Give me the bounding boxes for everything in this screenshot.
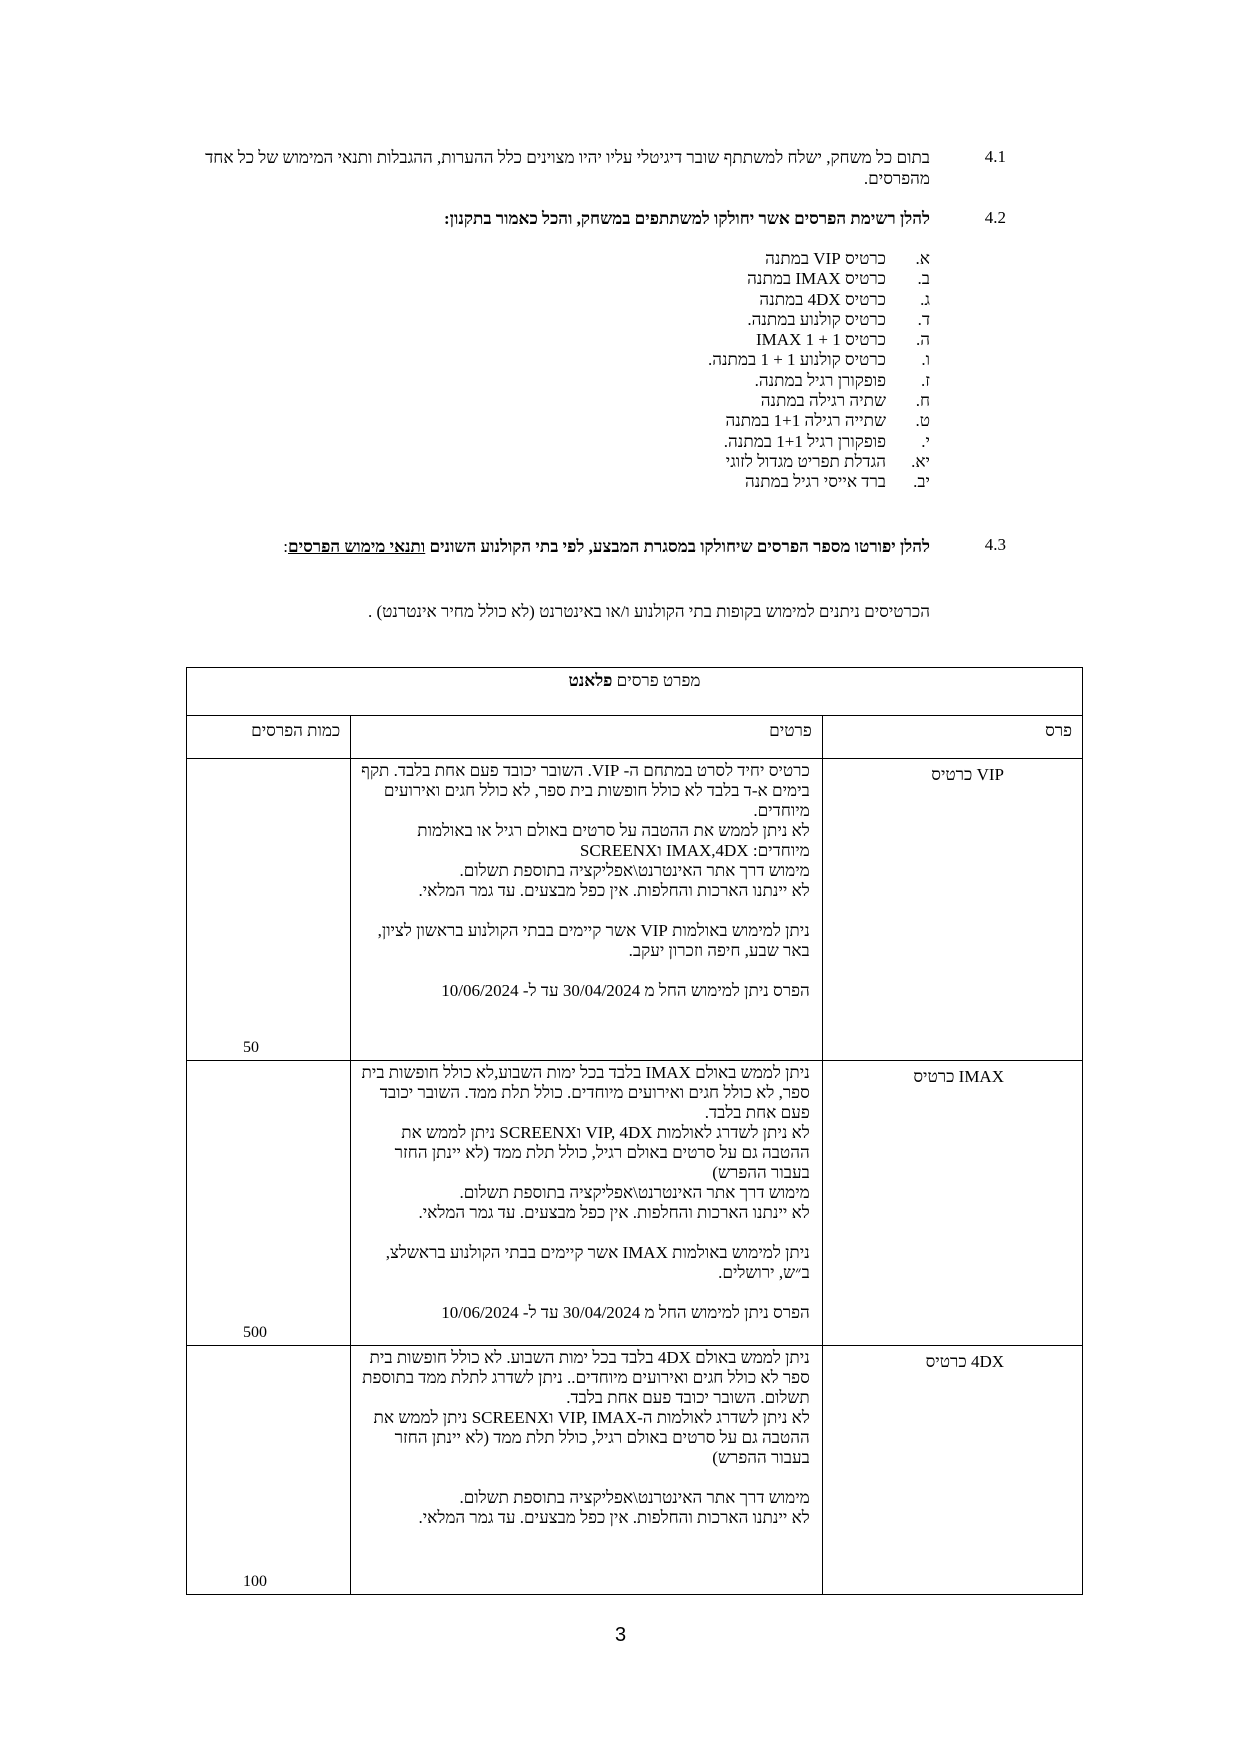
- prize-list-item: [560, 472, 930, 492]
- prize-list-label: ט.: [915, 411, 930, 431]
- prize-list: [560, 249, 930, 493]
- prize-name: 4DX כרטיס: [822, 1346, 1082, 1595]
- prize-list-item: [560, 371, 930, 391]
- details-paragraph: כרטיס יחיד לסרט במתחם ה- VIP. השובר יכובד פעם אחת בלבד. תקף בימים א-ד בלבד לא כולל חופשות בית ספר, לא כולל חגים ואירועים מיוחדים.: [361, 761, 810, 820]
- prize-qty-cell: [187, 1346, 351, 1595]
- prize-qty: 100: [243, 1573, 267, 1590]
- details-paragraph: לא ניתן לממש את ההטבה על סרטים באולם רגיל או באולמות מיוחדים: IMAX,4DX וSCREENX: [417, 821, 810, 860]
- prize-qty-cell: [187, 759, 351, 1061]
- prize-list-label: ז.: [921, 370, 930, 390]
- prize-list-text: פופקורן רגיל 1+1 במתנה.: [723, 431, 886, 451]
- prize-list-item: [560, 310, 930, 330]
- prize-list-text: פופקורן רגיל במתנה.: [754, 370, 886, 390]
- prize-list-text: כרטיס IMAX במתנה: [747, 269, 886, 289]
- section-4-2-heading: להלן רשימת הפרסים אשר יחולקו למשתתפים במשחק, והכל כאמור בתקנון:: [444, 209, 930, 228]
- table-header-row: [187, 716, 1083, 759]
- header-qty: כמות הפרסים: [187, 716, 351, 759]
- table-title-row: [187, 668, 1083, 716]
- table-row: [187, 1346, 1083, 1595]
- prize-list-item: [560, 290, 930, 310]
- prize-list-text: כרטיס VIP במתנה: [765, 249, 886, 268]
- prize-list-item: [560, 330, 930, 350]
- prize-qty-cell: [187, 1061, 351, 1346]
- details-paragraph: לא יינתנו הארכות והחלפות. אין כפל מבצעים. עד גמר המלאי.: [418, 881, 810, 900]
- prize-list-item: [560, 269, 930, 289]
- details-paragraph: ניתן למימוש באולמות IMAX אשר קיימים בבתי הקולנוע בראשלצ, ב״ש, ירושלים.: [385, 1243, 810, 1282]
- prize-list-text: כרטיס קולנוע במתנה.: [747, 309, 886, 329]
- prize-table: [186, 667, 1083, 1595]
- prize-list-label: ב.: [917, 269, 930, 289]
- prize-list-item: [560, 452, 930, 472]
- table-row: [187, 759, 1083, 1061]
- prize-list-label: א.: [915, 249, 930, 268]
- prize-name: IMAX כרטיס: [822, 1061, 1082, 1346]
- details-spacer: [359, 1468, 810, 1488]
- prize-list-item: [560, 249, 930, 269]
- prize-details: [351, 1061, 823, 1346]
- section-4-3-heading-underlined: ותנאי מימוש הפרסים: [288, 537, 426, 556]
- details-paragraph: הפרס ניתן למימוש החל מ 30/04/2024 עד ל- 10/06/2024: [441, 1303, 810, 1322]
- prize-list-text: הגדלת תפריט מגדול לזוגי: [725, 451, 886, 471]
- prize-list-text: כרטיס 1 + 1 IMAX: [756, 330, 886, 350]
- section-4-3-heading-colon: :: [283, 537, 288, 556]
- table-title: [187, 668, 1083, 716]
- prize-list-text: ברד אייסי רגיל במתנה: [744, 472, 886, 492]
- prize-qty: 50: [243, 1039, 259, 1056]
- prize-list-item: [560, 391, 930, 411]
- details-paragraph: ניתן לממש באולם 4DX בלבד בכל ימות השבוע. לא כולל חופשות בית ספר לא כולל חגים ואירועים מיוחדים.. ניתן לשדרג לתלת ממד בתוספת תשלום. השובר יכובד פעם אחת בלבד.: [362, 1348, 810, 1407]
- header-prize: פרס: [822, 716, 1082, 759]
- prize-list-label: יב.: [913, 472, 930, 492]
- prize-list-label: ח.: [915, 391, 930, 411]
- section-number-4-2: 4.2: [984, 208, 1006, 227]
- prize-list-label: יא.: [911, 451, 930, 471]
- table-row: [187, 1061, 1083, 1346]
- header-details: פרטים: [351, 716, 823, 759]
- prize-list-text: כרטיס 4DX במתנה: [759, 289, 886, 309]
- prize-qty: 500: [243, 1324, 267, 1341]
- prize-list-label: ד.: [917, 309, 930, 329]
- prize-list-item: [560, 411, 930, 431]
- details-paragraph: הפרס ניתן למימוש החל מ 30/04/2024 עד ל- 10/06/2024: [441, 981, 810, 1000]
- details-spacer: [359, 1283, 810, 1303]
- details-spacer: [359, 961, 810, 981]
- table-title-prefix: מפרט פרסים: [612, 671, 701, 690]
- details-paragraph: מימוש דרך אתר האינטרנט\אפליקציה בתוספת תשלום.: [459, 1488, 810, 1507]
- prize-list-label: ג.: [920, 289, 930, 309]
- prize-name: VIP כרטיס: [822, 759, 1082, 1061]
- details-paragraph: מימוש דרך אתר האינטרנט\אפליקציה בתוספת תשלום.: [459, 1183, 810, 1202]
- details-spacer: [359, 1223, 810, 1243]
- details-paragraph: ניתן לממש באולם IMAX בלבד בכל ימות השבוע,לא כולל חופשות בית ספר, לא כולל חגים ואירועים מיוחדים. כולל תלת ממד. השובר יכובד פעם אחת בלבד.: [361, 1063, 810, 1122]
- prize-details: [351, 759, 823, 1061]
- prize-list-label: ו.: [921, 350, 930, 370]
- prize-list-text: שתייה רגילה 1+1 במתנה: [725, 411, 886, 431]
- details-spacer: [359, 901, 810, 921]
- prize-list-item: [560, 432, 930, 452]
- prize-list-label: י.: [921, 431, 930, 451]
- prize-details: [351, 1346, 823, 1595]
- section-number-4-1: 4.1: [984, 147, 1006, 166]
- prize-list-text: כרטיס קולנוע 1 + 1 במתנה.: [707, 350, 886, 370]
- table-title-brand: פלאנט: [568, 671, 613, 690]
- redemption-note: הכרטיסים ניתנים למימוש בקופות בתי הקולנוע ו/או באינטרנט (לא כולל מחיר אינטרנט) .: [367, 602, 930, 621]
- prize-list-item: [560, 350, 930, 370]
- prize-list-label: ה.: [915, 330, 930, 350]
- section-number-4-3: 4.3: [984, 535, 1006, 554]
- details-paragraph: לא יינתנו הארכות והחלפות. אין כפל מבצעים. עד גמר המלאי.: [418, 1203, 810, 1222]
- page-number: 3: [614, 1624, 627, 1646]
- details-paragraph: לא ניתן לשדרג לאולמות ה-VIP, IMAX וSCREENX ניתן לממש את ההטבה גם על סרטים באולם רגיל, כולל תלת ממד (לא יינתן החזר בעבור ההפרש): [373, 1408, 810, 1467]
- section-4-1-text: בתום כל משחק, ישלח למשתתף שובר דיגיטלי עליו יהיו מצוינים כלל ההערות, ההגבלות ותנאי המימוש של כל אחד מהפרסים.: [205, 148, 930, 188]
- section-4-3-heading-main: להלן יפורטו מספר הפרסים שיחולקו במסגרת המבצע, לפי בתי הקולנוע השונים: [425, 537, 930, 556]
- prize-list-text: שתיה רגילה במתנה: [760, 391, 886, 411]
- section-4-3-heading: [186, 535, 930, 558]
- details-paragraph: מימוש דרך אתר האינטרנט\אפליקציה בתוספת תשלום.: [459, 861, 810, 880]
- details-paragraph: לא ניתן לשדרג לאולמות VIP, 4DX וSCREENX ניתן לממש את ההטבה גם על סרטים באולם רגיל, כולל תלת ממד (לא יינתן החזר בעבור ההפרש): [394, 1123, 810, 1182]
- details-paragraph: לא יינתנו הארכות והחלפות. אין כפל מבצעים. עד גמר המלאי.: [418, 1508, 810, 1527]
- details-paragraph: ניתן למימוש באולמות VIP אשר קיימים בבתי הקולנוע בראשון לציון, באר שבע, חיפה וזכרון יעקב.: [377, 921, 810, 960]
